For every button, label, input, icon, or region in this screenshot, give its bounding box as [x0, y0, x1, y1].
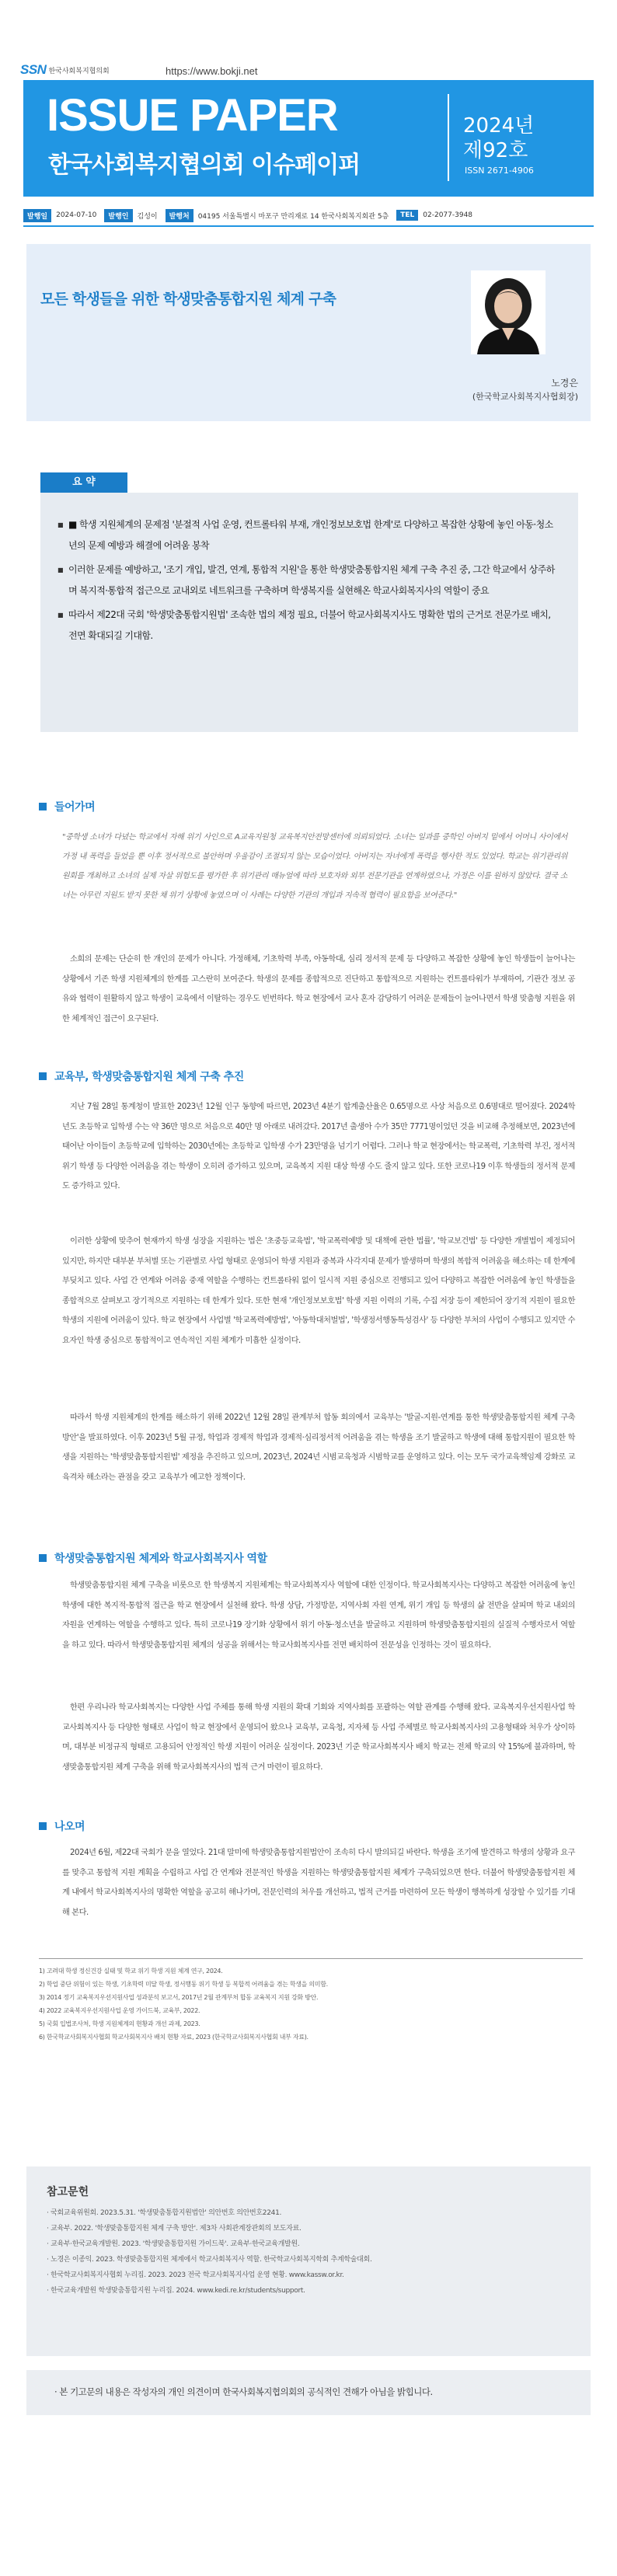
date-tag: 발행일: [23, 209, 51, 222]
references-title: 참고문헌: [47, 2186, 89, 2198]
references-box: [26, 2166, 591, 2356]
disclaimer-notice: · 본 기고문의 내용은 작성자의 개인 의견이며 한국사회복지협의회의 공식적인 견해가 아님을 밝힙니다.: [26, 2370, 591, 2415]
reference-item: · 한국학교사회복지사협회 누리집. 2023. 2023 전국 학교사회복지사업 운영 현황. www.kassw.or.kr.: [47, 2271, 344, 2279]
article-title-box: [26, 244, 591, 421]
reference-item: · 한국교육개발원 학생맞춤통합지원 누리집. 2024. www.kedi.re.kr/students/support.: [47, 2287, 305, 2295]
tel-tag: TEL: [396, 210, 418, 221]
summary-item: ■ ■ 학생 지원체계의 문제점 '분절적 사업 운영, 컨트롤타워 부재, 개인정보보호법 한계'로 다양하고 복잡한 상황에 놓인 아동·청소년의 문제 예방과 해결에 어려움 봉착: [58, 514, 555, 556]
reference-item: · 교육부. 2022. '학생맞춤통합지원 체계 구축 방안'. 제3차 사회관계장관회의 보도자료.: [47, 2225, 302, 2233]
reference-item: · 국회교육위원회. 2023.5.31. '학생맞춤통합지원법안' 의안번호 의안번호2241.: [47, 2209, 282, 2217]
publisher-tel: 02-2077-3948: [423, 211, 473, 219]
body-paragraph: 학생맞춤통합지원 체계 구축을 비롯으로 한 학생복지 지원체계는 학교사회복지사 역할에 대한 인정이다. 학교사회복지사는 다양하고 복잡한 어려움에 놓인 학생에 대한 복지적·통합적 접근을 학교 현장에서 실천해 왔다. 학생 상담, 가정방문, 지역사회 자원 연계, 위기 개입 등 학생의 삶 전반을 살피며 학교 내외의 자원을 연계하는 역할을 수행하고 있다. 특히 코로나19 장기화 상황에서 위기 아동·청소년을 발굴하고 지원하며 학생맞춤통합지원의 실질적 수행자로서 역할을 하고 있다. 따라서 학생맞춤통합지원 체계의 성공을 위해서는 학교사회복지사를 전면 배치하여 전문성을 인정하는 것이 필요하다.: [62, 1581, 575, 1650]
section-heading-1: [39, 1068, 244, 1084]
body-paragraph: 이러한 상황에 맞추어 현재까지 학생 성장을 지원하는 법은 '초중등교육법', '학교폭력예방 및 대책에 관한 법률', '학교보건법' 등 다양한 개별법이 제정되어 있지만, 하지만 대부분 부처별 또는 기관별로 사업 형태로 운영되어 학생 지원과 중복과 사각지대 문제가 발생하며 학생의 복합적 어려움을 해소하는 데 한계에 부딪치고 있다. 사업 간 연계와 어려움 중재 역할을 수행하는 컨트롤타워 없이 일시적 지원 중심으로 진행되고 있어 다양하고 복잡한 어려움에 놓인 학생들을 종합적으로 살펴보고 장기적으로 지원하는 데 한계가 있다. 또한 현재 '개인정보보호법' 학생 지원 이력의 기록, 수집 저장 등이 제한되어 장기적 지원이 필요한 학생의 지원에 어려움이 있다. 학교 현장에서 사업별 '학교폭력예방법', '아동학대처벌법', '학생정서행동특성검사' 등 다양한 부처의 사업이 수행되고 있지만 수요자인 학생 중심으로 통합적이고 연속적인 지원 체계가 미흡한 실정이다.: [62, 1237, 575, 1345]
reference-item: · 교육부·한국교육개발원. 2023. '학생맞춤통합지원 가이드북'. 교육부·한국교육개발원.: [47, 2240, 300, 2248]
body-paragraph: 2024년 6월, 제22대 국회가 문을 열었다. 21대 말미에 학생맞춤통합지원법안이 조속히 다시 발의되길 바란다. 학생을 조기에 발견하고 학생의 상황과 요구를 맞추고 통합적 지원 계획을 수립하고 사업 간 연계와 전문적인 학생을 지원하는 학생맞춤통합지원 체계가 구축되었으면 한다. 더불어 학생맞춤통합지원 체계 내에서 학교사회복지사의 명확한 역할을 공고히 해나가며, 전문인력의 처우를 개선하고, 법적 근거를 마련하여 모든 학생이 행복하게 성장할 수 있기를 기대해 본다.: [62, 1849, 575, 1917]
logo-org-name: 한국사회복지협의회: [48, 67, 110, 75]
section-title: 들어가며: [54, 801, 96, 814]
address-tag: 발행처: [166, 209, 193, 222]
logo-mark: SSN: [20, 62, 47, 77]
section-bullet-icon: [39, 1822, 47, 1830]
section-title: 학생맞춤통합지원 체계와 학교사회복지사 역할: [54, 1553, 267, 1565]
case-quote: "중학생 소녀가 다녔는 학교에서 자해 위기 사인으로 A교육지원청 교육복지안전망센터에 의뢰되었다. 소녀는 일과를 중학인 아버지 밑에서 어머니 사이에서 가정 내 폭력을 들었을 뿐 이후 정서적으로 불안하며 우울감이 조절되지 않는 모습이었다. 아버지는 자녀에게 폭력을 행사한 적도 있었다. 학교는 위기관리위원회를 개최하고 소녀의 실제 자살 위험도를 평가한 후 위기관리 매뉴얼에 따라 보호자와 외부 전문기관을 연계하였으나, 가정은 이를 원하지 않았다. 결국 소녀는 아무런 지원도 받지 못한 채 위기 상황에 놓였으며 이 사례는 다양한 기관의 개입과 지속적 협력이 필요함을 보여준다.": [62, 833, 567, 900]
banner-title: ISSUE PAPER: [47, 90, 338, 141]
summary-item: ■ 이러한 문제를 예방하고, '조기 개입, 발견, 연계, 통합적 지원'을 통한 학생맞춤통합지원 체계 구축 추진 중, 그간 학교에서 상주하며 복지적·통합적 접근으로 교내외로 네트워크를 구축하며 학생복지를 실현해온 학교사회복지사의 역할이 중요: [58, 559, 555, 601]
section-heading-intro: [39, 799, 95, 814]
banner-subtitle: 한국사회복지협의회 이슈페이퍼: [48, 152, 361, 179]
top-header: [0, 0, 617, 77]
body-paragraph: 한편 우리나라 학교사회복지는 다양한 사업 주체를 통해 학생 지원의 확대 기회와 지역사회를 포괄하는 역할 관계를 수행해 왔다. 교육복지우선지원사업 학교사회복지사 등 다양한 형태로 사업이 학교 현장에서 운영되어 왔으나 교육부, 교육청, 지자체 등 사업 주체별로 학교사회복지사의 고용형태와 처우가 상이하며, 대부분 비정규직 형태로 고용되어 안정적인 학생 지원이 어려운 실정이다. 2023년 기준 학교사회복지사 배치 학교는 전체 학교의 약 15%에 불과하며, 학생맞춤통합지원 체계 구축을 위해 학교사회복지사의 법적 근거 마련이 필요하다.: [62, 1703, 575, 1772]
article-title: 모든 학생들을 위한 학생맞춤통합지원 체계 구축: [40, 291, 336, 308]
body-paragraph: 따라서 학생 지원체계의 한계를 해소하기 위해 2022년 12월 28일 관계부처 합동 회의에서 교육부는 '발굴-지원-연계를 통한 학생맞춤통합지원 체계 구축 방안'을 발표하였다. 이후 2023년 5월 규정, 학업과 경제적 학업과 경제적·심리정서적 어려움을 겪는 학생을 조기 발굴하고 학생에 대해 통합지원이 필요한 학생을 지원하는 '학생맞춤통합지원법' 제정을 추진하고 있으며, 2023년, 2024년 시범교육청과 시범학교를 운영하고 있다. 이는 모두 국가교육책임제 강화로 교육격차 해소라는 관점을 갖고 교육부가 예고한 정책이다.: [62, 1413, 576, 1482]
author-portrait-icon: [471, 270, 546, 354]
author-photo: [471, 270, 546, 354]
footnote: 1) 고려대 학생 정신건강 실태 및 학교 위기 학생 지원 체계 연구, 2024.: [39, 1968, 223, 1975]
publisher-address: 04195 서울특별시 마포구 만리재로 14 한국사회복지회관 5층: [197, 212, 389, 221]
section-title: 나오며: [54, 1821, 85, 1833]
banner-divider: [448, 94, 449, 181]
publisher-tag: 발행인: [104, 209, 132, 222]
reference-item: · 노경은 이종익. 2023. 학생맞춤통합지원 체계에서 학교사회복지사 역할. 한국학교사회복지학회 추계학술대회.: [47, 2256, 372, 2264]
issue-number: 제92호: [463, 139, 528, 162]
footnote: 5) 국회 입법조사처, 학생 지원체계의 현황과 개선 과제, 2023.: [39, 2020, 200, 2027]
footnote: 3) 2014 정기 교육복지우선지원사업 성과분석 보고서, 2017년 2월 관계부처 합동 교육복지 지원 강화 방안.: [39, 1994, 319, 2001]
issn: ISSN 2671-4906: [465, 166, 534, 176]
section-bullet-icon: [39, 803, 47, 810]
publication-meta-bar: [23, 210, 594, 227]
author-name: 노경은: [551, 378, 578, 389]
body-paragraph: 소희의 문제는 단순히 한 개인의 문제가 아니다. 가정해체, 기초학력 부족, 아동학대, 심리 정서적 문제 등 다양하고 복잡한 상황에 놓인 학생들이 늘어나는 상황에서 기존 학생 지원체계의 한계를 고스란히 보여준다. 학생의 문제를 종합적으로 진단하고 통합적으로 지원하는 컨트롤타워가 부재하여, 기관간 정보 공유와 협력이 원활하지 않고 학생이 교육에서 이탈하는 경우도 빈번하다. 학교 현장에서 교사 혼자 감당하기 어려운 문제들이 늘어나면서 학생 맞춤형 지원을 위한 체계적인 접근이 요구된다.: [62, 955, 575, 1023]
summary-box: [40, 493, 578, 732]
footnote: 6) 한국학교사회복지사협회 학교사회복지사 배치 현황 자료, 2023 (한국학교사회복지사협회 내부 자료).: [39, 2034, 308, 2041]
section-bullet-icon: [39, 1554, 47, 1562]
summary-label: 요 약: [40, 472, 127, 493]
issue-year: 2024년: [463, 114, 535, 138]
section-bullet-icon: [39, 1072, 47, 1080]
section-heading-2: [39, 1550, 267, 1566]
publisher-name: 김성이: [137, 212, 158, 221]
footnote: 4) 2022 교육복지우선지원사업 운영 가이드북, 교육부, 2022.: [39, 2007, 200, 2014]
summary-item: ■ 따라서 제22대 국회 '학생맞춤통합지원법' 조속한 법의 제정 필요, 더불어 학교사회복지사도 명확한 법의 근거로 전문가로 배치, 전면 확대되길 기대함.: [58, 605, 555, 647]
section-title: 교육부, 학생맞춤통합지원 체계 구축 추진: [54, 1071, 244, 1083]
footnotes: [39, 1958, 583, 2044]
publish-date: 2024-07-10: [56, 211, 97, 219]
footnote: 2) 학업 중단 위험이 있는 학생, 기초학력 미달 학생, 정서행동 위기 학생 등 복합적 어려움을 겪는 학생을 의미함.: [39, 1981, 328, 1988]
ssn-logo[interactable]: [20, 62, 110, 78]
site-url-link[interactable]: https://www.bokji.net: [166, 65, 258, 77]
author-affiliation: (한국학교사회복지사협회장): [472, 392, 578, 402]
body-paragraph: 지난 7월 28일 통계청이 발표한 2023년 12월 인구 동향에 따르면, 2023년 4분기 합계출산율은 0.65명으로 사상 처음으로 0.6명대로 떨어졌다. 2024학년도 초등학교 입학생 수는 약 36만 명으로 처음으로 40만 명 아래로 내려갔다. 2017년 출생아 수가 35만 7771명이었던 것을 비교해 추정해보면, 2023년에 태어난 아이들이 초등학교에 입학하는 2030년에는 초등학교 입학생 수가 23만명을 넘기기 어렵다. 그러나 학교 현장에서는 학교폭력, 기초학력 부진, 정서적 위기 학생 등 다양한 어려움을 겪는 학생이 오히려 증가하고 있으며, 교육복지 지원 대상 학생 수도 줄지 않고 있다. 또한 코로나19 이후 학생들의 정서적 문제도 증가하고 있다.: [62, 1103, 575, 1190]
section-heading-3: [39, 1818, 85, 1834]
issue-paper-banner: [23, 80, 594, 197]
